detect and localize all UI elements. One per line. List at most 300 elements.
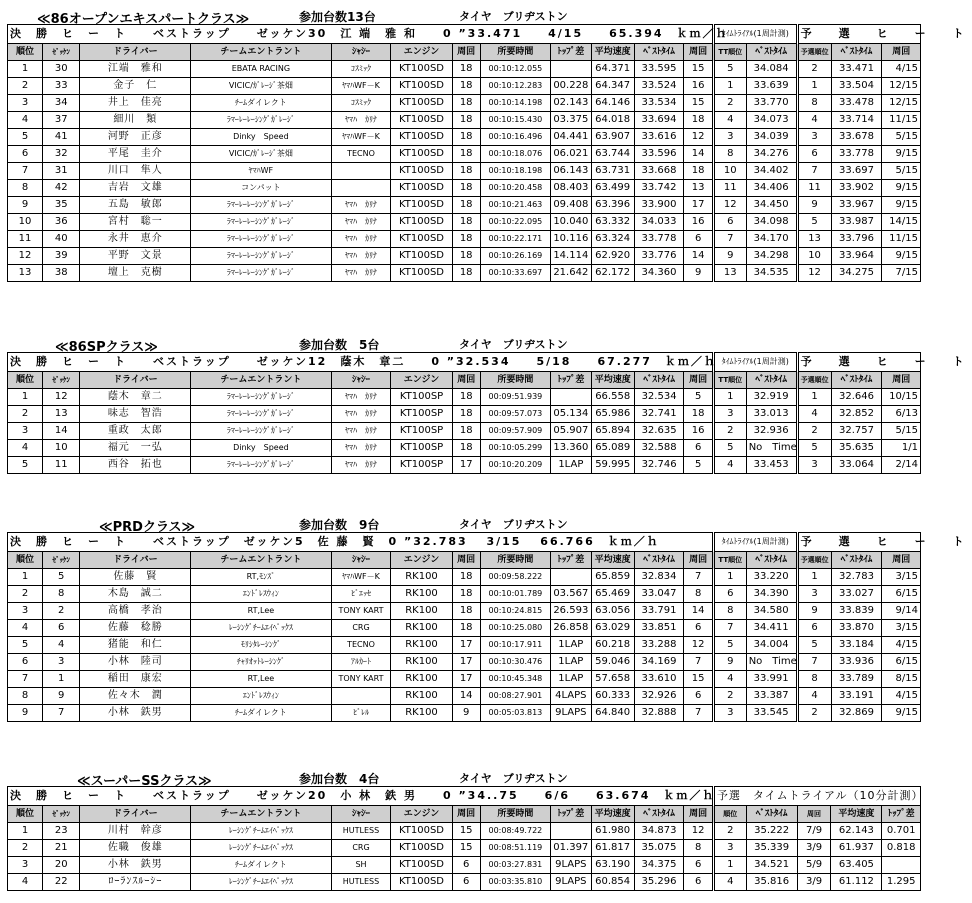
cell-chassis: ﾔﾏﾊ ｶﾘﾅ <box>331 389 391 406</box>
table-row <box>8 129 921 146</box>
column-header-row <box>8 552 921 569</box>
column-header-qual-rank: 予選順位 <box>797 552 831 569</box>
cell-total-time: 00:08:51.119 <box>480 840 550 857</box>
cell-position: 8 <box>8 180 43 197</box>
table-row <box>8 197 921 214</box>
cell-tt-best-time: 33.991 <box>746 671 797 688</box>
cell-tt-best-time: 34.098 <box>746 214 797 231</box>
column-header-qual-gap: ﾄｯﾌﾟ差 <box>882 806 921 823</box>
cell-qual-rank: 4 <box>797 112 831 129</box>
cell-chassis <box>331 163 391 180</box>
cell-qual-lap: 9/14 <box>882 603 921 620</box>
cell-avg-speed: 61.980 <box>591 823 634 840</box>
cell-engine: KT100SP <box>391 457 452 474</box>
cell-total-time: 00:10:17.911 <box>480 637 550 654</box>
cell-car-number: 23 <box>43 823 80 840</box>
cell-gap-to-top: 00.228 <box>550 78 591 95</box>
cell-engine: KT100SD <box>391 857 452 874</box>
cell-team-entrant: ﾓﾘｼﾀﾚｰｼﾝｸﾞ <box>191 637 331 654</box>
cell-position: 6 <box>8 654 43 671</box>
column-header-total-time: 所要時間 <box>480 372 550 389</box>
cell-engine: KT100SD <box>391 265 452 282</box>
table-row <box>8 857 921 874</box>
cell-position: 9 <box>8 705 43 722</box>
cell-laps: 17 <box>452 637 480 654</box>
cell-laps: 15 <box>452 823 480 840</box>
cell-best-time: 35.075 <box>634 840 684 857</box>
cell-driver: 小林 鉄男 <box>80 705 191 722</box>
cell-best-time: 33.610 <box>634 671 684 688</box>
cell-driver: 壇上 克樹 <box>80 265 191 282</box>
class-section-86sp <box>7 334 972 474</box>
tire-label: タイヤ ブリヂストン <box>459 10 568 23</box>
cell-avg-speed: 60.333 <box>591 688 634 705</box>
cell-gap-to-top: 26.593 <box>550 603 591 620</box>
cell-tt-rank: 3 <box>713 129 746 146</box>
cell-qual-lap: 9/15 <box>882 197 921 214</box>
column-header-avg-speed: 平均速度 <box>591 806 634 823</box>
cell-tt-rank: 4 <box>713 112 746 129</box>
cell-engine: RK100 <box>391 637 452 654</box>
cell-best-lap: 16 <box>684 423 713 440</box>
column-header-total-time: 所要時間 <box>480 552 550 569</box>
cell-car-number: 11 <box>43 457 80 474</box>
cell-total-time: 00:09:51.939 <box>480 389 550 406</box>
table-row <box>8 840 921 857</box>
final-heat-header <box>8 353 921 372</box>
cell-avg-speed: 65.986 <box>591 406 634 423</box>
cell-tt-best-time: 34.073 <box>746 112 797 129</box>
cell-best-lap: 7 <box>684 705 713 722</box>
cell-tt-rank: 2 <box>713 423 746 440</box>
column-header-driver: ドライバー <box>80 806 191 823</box>
cell-driver: 金子 仁 <box>80 78 191 95</box>
cell-driver: 佐藤 稔勝 <box>80 620 191 637</box>
cell-best-time: 34.033 <box>634 214 684 231</box>
cell-qual-best-time: 33.504 <box>831 78 882 95</box>
cell-qual-best-time: 34.521 <box>746 857 797 874</box>
cell-chassis: ｺｽﾐｯｸ <box>331 61 391 78</box>
cell-engine: KT100SP <box>391 440 452 457</box>
column-header-engine: エンジン <box>391 806 452 823</box>
cell-laps: 18 <box>452 61 480 78</box>
cell-car-number: 4 <box>43 637 80 654</box>
cell-chassis: HUTLESS <box>331 874 391 891</box>
tire-label: タイヤ ブリヂストン <box>459 772 568 785</box>
cell-team-entrant: Dinky Speed <box>191 129 331 146</box>
cell-driver: 重政 太郎 <box>80 423 191 440</box>
cell-laps: 18 <box>452 620 480 637</box>
cell-engine: RK100 <box>391 688 452 705</box>
cell-total-time: 00:10:30.476 <box>480 654 550 671</box>
cell-chassis: ﾋﾞﾚﾙ <box>331 705 391 722</box>
column-header-driver: ドライバー <box>80 552 191 569</box>
cell-qual-rank: 4 <box>797 688 831 705</box>
column-header-laps: 周回 <box>452 44 480 61</box>
cell-gap-to-top: 1LAP <box>550 457 591 474</box>
cell-best-time: 32.534 <box>634 389 684 406</box>
column-header-best-lap: 周回 <box>684 806 713 823</box>
cell-driver: 西谷 拓也 <box>80 457 191 474</box>
cell-tt-rank: 1 <box>713 389 746 406</box>
cell-laps: 18 <box>452 406 480 423</box>
cell-car-number: 38 <box>43 265 80 282</box>
cell-best-lap: 6 <box>684 688 713 705</box>
column-header-tt-rank: TT順位 <box>713 552 746 569</box>
cell-best-lap: 14 <box>684 146 713 163</box>
column-header-laps: 周回 <box>452 806 480 823</box>
tire-label: タイヤ ブリヂストン <box>459 338 568 351</box>
cell-qual-best-time: 35.816 <box>746 874 797 891</box>
cell-best-lap: 14 <box>684 248 713 265</box>
column-header-chassis: ｼｬｼｰ <box>331 44 391 61</box>
column-header-best-time: ﾍﾞｽﾄﾀｲﾑ <box>634 806 684 823</box>
cell-best-lap: 6 <box>684 874 713 891</box>
cell-qual-rank: 1 <box>797 78 831 95</box>
column-header-engine: エンジン <box>391 552 452 569</box>
cell-qual-lap: 10/15 <box>882 389 921 406</box>
table-row <box>8 95 921 112</box>
cell-driver: 佐藤 賢 <box>80 569 191 586</box>
cell-gap-to-top: 08.403 <box>550 180 591 197</box>
cell-best-lap: 16 <box>684 214 713 231</box>
cell-gap-to-top: 9LAPS <box>550 874 591 891</box>
cell-engine: KT100SD <box>391 197 452 214</box>
cell-position: 12 <box>8 248 43 265</box>
cell-qual-lap: 5/9 <box>797 857 831 874</box>
tire-label: タイヤ ブリヂストン <box>459 518 568 531</box>
final-best-lap-summary: 決 勝 ヒ ー ト ベストラップ ゼッケン30 江 端 雅 和 0 ”33.471 4/15 65.394 ｋｍ／ｈ <box>8 25 714 44</box>
table-row <box>8 654 921 671</box>
cell-team-entrant: ｴﾝﾄﾞﾚｽｳｨﾝ <box>191 586 331 603</box>
cell-best-lap: 12 <box>684 129 713 146</box>
time-trial-label: ﾀｲﾑﾄﾗｲｱﾙ(1周計測) <box>713 25 797 44</box>
cell-avg-speed: 62.920 <box>591 248 634 265</box>
cell-qual-rank: 11 <box>797 180 831 197</box>
table-row <box>8 248 921 265</box>
cell-gap-to-top <box>550 61 591 78</box>
cell-position: 3 <box>8 857 43 874</box>
cell-qual-gap: 0.701 <box>882 823 921 840</box>
cell-qual-rank: 9 <box>797 197 831 214</box>
cell-tt-rank: 8 <box>713 603 746 620</box>
cell-team-entrant: ﾚｰｼﾝｸﾞﾁｰﾑｴｲﾍﾟｯｸｽ <box>191 874 331 891</box>
column-header-best-lap: 周回 <box>684 552 713 569</box>
cell-car-number: 7 <box>43 705 80 722</box>
class-section-prd <box>7 514 972 722</box>
cell-position: 13 <box>8 265 43 282</box>
cell-tt-best-time: 34.004 <box>746 637 797 654</box>
cell-tt-best-time: 34.170 <box>746 231 797 248</box>
cell-tt-rank: 5 <box>713 440 746 457</box>
cell-driver: 小林 陸司 <box>80 654 191 671</box>
cell-tt-best-time: 34.411 <box>746 620 797 637</box>
cell-engine: KT100SD <box>391 823 452 840</box>
cell-qual-lap: 6/15 <box>882 654 921 671</box>
cell-position: 1 <box>8 61 43 78</box>
cell-team-entrant: ﾁｰﾑダイレクト <box>191 857 331 874</box>
cell-best-time: 33.694 <box>634 112 684 129</box>
cell-laps: 18 <box>452 440 480 457</box>
cell-best-time: 32.888 <box>634 705 684 722</box>
cell-qual-rank: 1 <box>713 857 746 874</box>
cell-position: 9 <box>8 197 43 214</box>
column-header-qual-lap: 周回 <box>797 806 831 823</box>
cell-team-entrant: RT,ﾓﾝｽﾞ <box>191 569 331 586</box>
cell-engine: KT100SP <box>391 406 452 423</box>
column-header-qual-lap: 周回 <box>882 372 921 389</box>
cell-qual-lap: 4/15 <box>882 61 921 78</box>
cell-engine: KT100SD <box>391 146 452 163</box>
class-title: ≪PRDクラス≫ <box>99 520 196 535</box>
cell-avg-speed: 63.907 <box>591 129 634 146</box>
cell-tt-rank: 1 <box>713 569 746 586</box>
column-header-team-entrant: チームエントラント <box>191 806 331 823</box>
cell-team-entrant: ﾁｬﾘｵｯﾄﾚｰｼﾝｸﾞ <box>191 654 331 671</box>
cell-qual-lap: 12/15 <box>882 78 921 95</box>
cell-driver: 木島 誠二 <box>80 586 191 603</box>
cell-qual-best-time: 33.964 <box>831 248 882 265</box>
cell-gap-to-top: 04.441 <box>550 129 591 146</box>
cell-gap-to-top: 9LAPS <box>550 705 591 722</box>
cell-position: 4 <box>8 112 43 129</box>
cell-qual-best-time: 35.339 <box>746 840 797 857</box>
cell-avg-speed: 63.731 <box>591 163 634 180</box>
class-section-86-open-expert <box>7 6 972 282</box>
cell-qual-best-time: 35.222 <box>746 823 797 840</box>
cell-qual-best-time: 33.478 <box>831 95 882 112</box>
cell-avg-speed: 62.172 <box>591 265 634 282</box>
results-table <box>7 532 972 722</box>
table-row <box>8 457 921 474</box>
cell-position: 8 <box>8 688 43 705</box>
cell-total-time: 00:10:45.348 <box>480 671 550 688</box>
cell-chassis: TONY KART <box>331 603 391 620</box>
cell-avg-speed: 63.190 <box>591 857 634 874</box>
cell-tt-rank: 10 <box>713 163 746 180</box>
cell-avg-speed: 64.146 <box>591 95 634 112</box>
cell-best-time: 32.741 <box>634 406 684 423</box>
cell-driver: 宮村 聡一 <box>80 214 191 231</box>
cell-engine: KT100SP <box>391 389 452 406</box>
cell-qual-rank: 13 <box>797 231 831 248</box>
column-header-gap-to-top: ﾄｯﾌﾟ差 <box>550 44 591 61</box>
cell-qual-lap: 6/13 <box>882 406 921 423</box>
cell-qual-best-time: 33.471 <box>831 61 882 78</box>
cell-best-lap: 12 <box>684 823 713 840</box>
column-header-engine: エンジン <box>391 44 452 61</box>
final-heat-header <box>8 533 921 552</box>
cell-gap-to-top: 01.397 <box>550 840 591 857</box>
cell-team-entrant: ﾚｰｼﾝｸﾞﾁｰﾑｴｲﾍﾟｯｸｽ <box>191 823 331 840</box>
column-header-best-time: ﾍﾞｽﾄﾀｲﾑ <box>634 372 684 389</box>
cell-tt-rank: 8 <box>713 146 746 163</box>
table-row <box>8 112 921 129</box>
cell-laps: 9 <box>452 705 480 722</box>
cell-position: 7 <box>8 163 43 180</box>
table-row <box>8 214 921 231</box>
cell-total-time: 00:10:21.463 <box>480 197 550 214</box>
entry-count: 参加台数 9台 <box>299 518 380 532</box>
cell-driver: 井上 佳亮 <box>80 95 191 112</box>
cell-qual-rank: 5 <box>797 637 831 654</box>
cell-engine: RK100 <box>391 705 452 722</box>
cell-team-entrant: ﾗﾏｰﾚｰﾚｰｼﾝｸﾞｶﾞﾚｰｼﾞ <box>191 248 331 265</box>
final-best-lap-summary: 決 勝 ヒ ー ト ベストラップ ゼッケン20 小 林 鉄 男 0 ”34..75 6/6 63.674 ｋｍ／ｈ <box>8 787 714 806</box>
cell-laps: 6 <box>452 857 480 874</box>
cell-avg-speed: 63.056 <box>591 603 634 620</box>
cell-gap-to-top: 02.143 <box>550 95 591 112</box>
cell-engine: KT100SD <box>391 180 452 197</box>
cell-driver: 吉岩 文雄 <box>80 180 191 197</box>
cell-total-time: 00:10:25.080 <box>480 620 550 637</box>
cell-tt-rank: 13 <box>713 265 746 282</box>
column-header-qual-rank: 予選順位 <box>797 372 831 389</box>
cell-driver: 佐々木 潤 <box>80 688 191 705</box>
cell-tt-best-time: 32.919 <box>746 389 797 406</box>
cell-position: 2 <box>8 586 43 603</box>
cell-gap-to-top: 10.116 <box>550 231 591 248</box>
cell-qual-best-time: 32.852 <box>831 406 882 423</box>
cell-avg-speed: 64.840 <box>591 705 634 722</box>
cell-gap-to-top: 06.143 <box>550 163 591 180</box>
cell-laps: 18 <box>452 248 480 265</box>
cell-qual-best-time: 33.191 <box>831 688 882 705</box>
column-header-laps: 周回 <box>452 552 480 569</box>
cell-best-time: 34.169 <box>634 654 684 671</box>
cell-laps: 18 <box>452 112 480 129</box>
cell-qual-rank: 6 <box>797 146 831 163</box>
cell-qual-gap <box>882 857 921 874</box>
cell-qual-avg-speed: 63.405 <box>831 857 882 874</box>
cell-position: 3 <box>8 603 43 620</box>
cell-qual-rank: 8 <box>797 95 831 112</box>
column-header-tt-best-time: ﾍﾞｽﾄﾀｲﾑ <box>746 552 797 569</box>
cell-qual-rank: 2 <box>797 61 831 78</box>
cell-driver: 河野 正彦 <box>80 129 191 146</box>
cell-total-time: 00:10:26.169 <box>480 248 550 265</box>
cell-driver: 小林 鉄男 <box>80 857 191 874</box>
table-row <box>8 389 921 406</box>
cell-position: 4 <box>8 874 43 891</box>
cell-laps: 6 <box>452 874 480 891</box>
cell-best-time: 32.588 <box>634 440 684 457</box>
cell-avg-speed: 64.347 <box>591 78 634 95</box>
column-header-position: 順位 <box>8 552 43 569</box>
cell-total-time: 00:10:33.697 <box>480 265 550 282</box>
cell-position: 1 <box>8 569 43 586</box>
cell-tt-best-time: 34.084 <box>746 61 797 78</box>
cell-team-entrant: ﾗﾏｰﾚｰﾚｰｼﾝｸﾞｶﾞﾚｰｼﾞ <box>191 406 331 423</box>
cell-best-lap: 9 <box>684 265 713 282</box>
cell-driver: 江端 雅和 <box>80 61 191 78</box>
table-row <box>8 637 921 654</box>
table-row <box>8 671 921 688</box>
cell-qual-lap: 5/15 <box>882 129 921 146</box>
column-header-row <box>8 44 921 61</box>
cell-laps: 18 <box>452 423 480 440</box>
cell-qual-rank: 4 <box>713 874 746 891</box>
cell-engine: KT100SD <box>391 163 452 180</box>
table-row <box>8 146 921 163</box>
cell-laps: 18 <box>452 95 480 112</box>
cell-total-time: 00:10:14.198 <box>480 95 550 112</box>
cell-qual-lap: 4/15 <box>882 688 921 705</box>
cell-engine: RK100 <box>391 603 452 620</box>
column-header-car-number: ｾﾞｯｹﾝ <box>43 806 80 823</box>
table-row <box>8 823 921 840</box>
cell-car-number: 8 <box>43 586 80 603</box>
cell-qual-lap: 12/15 <box>882 95 921 112</box>
cell-best-time: 33.596 <box>634 146 684 163</box>
cell-chassis: ﾔﾏﾊ ｶﾘﾅ <box>331 265 391 282</box>
cell-best-lap: 6 <box>684 620 713 637</box>
results-table <box>7 786 924 891</box>
cell-gap-to-top: 14.114 <box>550 248 591 265</box>
cell-team-entrant: コンパット <box>191 180 331 197</box>
column-header-qual-avg-speed: 平均速度 <box>831 806 882 823</box>
cell-best-lap: 16 <box>684 78 713 95</box>
cell-best-time: 33.851 <box>634 620 684 637</box>
cell-total-time: 00:10:20.458 <box>480 180 550 197</box>
cell-gap-to-top: 4LAPS <box>550 688 591 705</box>
cell-laps: 18 <box>452 265 480 282</box>
cell-position: 7 <box>8 671 43 688</box>
cell-laps: 18 <box>452 129 480 146</box>
column-header-qual-best-time: ﾍﾞｽﾄﾀｲﾑ <box>831 372 882 389</box>
section-title-bar <box>7 514 921 535</box>
cell-engine: KT100SP <box>391 423 452 440</box>
cell-qual-best-time: 33.714 <box>831 112 882 129</box>
cell-qual-best-time: 33.778 <box>831 146 882 163</box>
cell-best-time: 33.595 <box>634 61 684 78</box>
cell-tt-rank: 11 <box>713 180 746 197</box>
cell-position: 1 <box>8 389 43 406</box>
cell-qual-lap: 6/15 <box>882 586 921 603</box>
cell-qual-rank: 9 <box>797 603 831 620</box>
cell-tt-rank: 2 <box>713 95 746 112</box>
cell-position: 6 <box>8 146 43 163</box>
cell-qual-best-time: 32.869 <box>831 705 882 722</box>
table-row <box>8 705 921 722</box>
cell-engine: KT100SD <box>391 840 452 857</box>
cell-best-time: 32.635 <box>634 423 684 440</box>
cell-laps: 15 <box>452 840 480 857</box>
cell-tt-best-time: No Time <box>746 440 797 457</box>
cell-driver: 永井 恵介 <box>80 231 191 248</box>
cell-tt-rank: 3 <box>713 705 746 722</box>
cell-gap-to-top: 21.642 <box>550 265 591 282</box>
cell-engine: KT100SD <box>391 874 452 891</box>
cell-total-time: 00:10:24.815 <box>480 603 550 620</box>
cell-tt-rank: 7 <box>713 231 746 248</box>
cell-gap-to-top: 10.040 <box>550 214 591 231</box>
cell-total-time: 00:10:22.095 <box>480 214 550 231</box>
cell-chassis: ﾔﾏﾊ ｶﾘﾅ <box>331 406 391 423</box>
cell-qual-best-time: 33.936 <box>831 654 882 671</box>
cell-tt-best-time: 34.039 <box>746 129 797 146</box>
cell-chassis: CRG <box>331 620 391 637</box>
cell-chassis: ﾔﾏﾊ ｶﾘﾅ <box>331 214 391 231</box>
entry-count: 参加台数 4台 <box>299 772 380 786</box>
cell-tt-rank: 4 <box>713 671 746 688</box>
cell-car-number: 6 <box>43 620 80 637</box>
column-header-chassis: ｼｬｼｰ <box>331 806 391 823</box>
cell-qual-best-time: 33.870 <box>831 620 882 637</box>
cell-best-lap: 6 <box>684 857 713 874</box>
column-header-best-time: ﾍﾞｽﾄﾀｲﾑ <box>634 44 684 61</box>
cell-car-number: 35 <box>43 197 80 214</box>
